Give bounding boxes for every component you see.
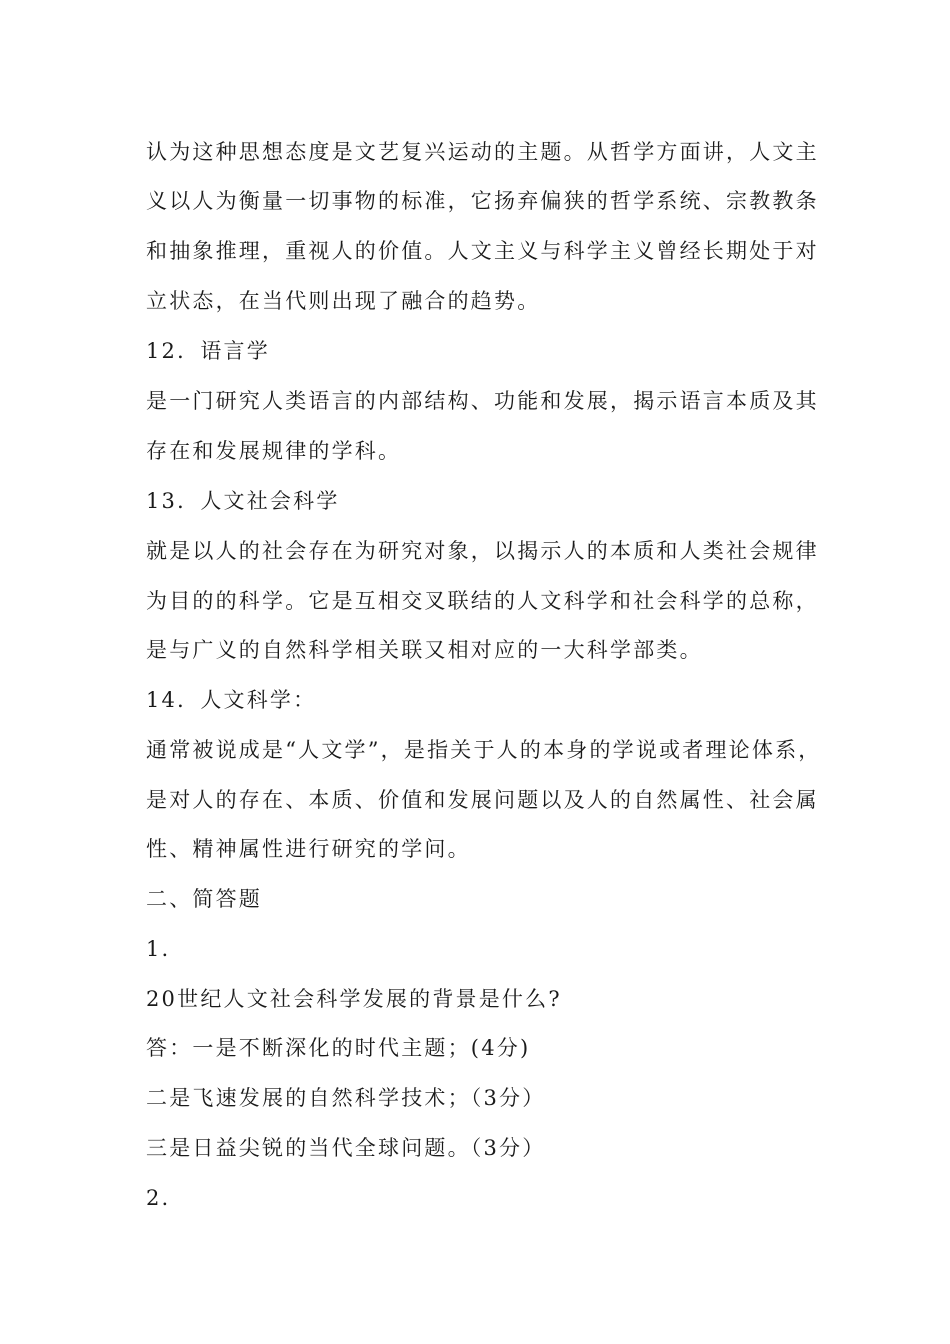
question-text: 20世纪人文社会科学发展的背景是什么?	[146, 987, 562, 1011]
paragraph-line: 义以人为衡量一切事物的标准，它扬弃偏狭的哲学系统、宗教教条	[146, 189, 819, 213]
term-heading: 14．人文科学：	[146, 688, 317, 712]
paragraph-line: 性、精神属性进行研究的学问。	[146, 837, 471, 861]
paragraph-line: 通常被说成是“人文学”，是指关于人的本身的学说或者理论体系，	[146, 738, 822, 762]
paragraph-line: 是一门研究人类语言的内部结构、功能和发展，揭示语言本质及其	[146, 389, 819, 413]
question-number: 2.	[146, 1186, 171, 1210]
paragraph-line: 是对人的存在、本质、价值和发展问题以及人的自然属性、社会属	[146, 788, 819, 812]
answer-line: 答：一是不断深化的时代主题；(4分)	[146, 1036, 531, 1060]
paragraph-line: 为目的的科学。它是互相交叉联结的人文科学和社会科学的总称，	[146, 589, 819, 613]
section-heading: 二、简答题	[146, 887, 262, 911]
paragraph-line: 是与广义的自然科学相关联又相对应的一大科学部类。	[146, 638, 703, 662]
question-number: 1.	[146, 937, 171, 961]
answer-line: 三是日益尖锐的当代全球问题。（3分）	[146, 1136, 546, 1160]
term-heading: 13．人文社会科学	[146, 489, 340, 513]
paragraph-line: 就是以人的社会存在为研究对象，以揭示人的本质和人类社会规律	[146, 539, 819, 563]
paragraph-line: 和抽象推理，重视人的价值。人文主义与科学主义曾经长期处于对	[146, 239, 819, 263]
paragraph-line: 立状态，在当代则出现了融合的趋势。	[146, 289, 541, 313]
term-heading: 12．语言学	[146, 339, 270, 363]
answer-line: 二是飞速发展的自然科学技术；（3分）	[146, 1086, 546, 1110]
paragraph-line: 认为这种思想态度是文艺复兴运动的主题。从哲学方面讲，人文主	[146, 140, 819, 164]
paragraph-line: 存在和发展规律的学科。	[146, 439, 402, 463]
